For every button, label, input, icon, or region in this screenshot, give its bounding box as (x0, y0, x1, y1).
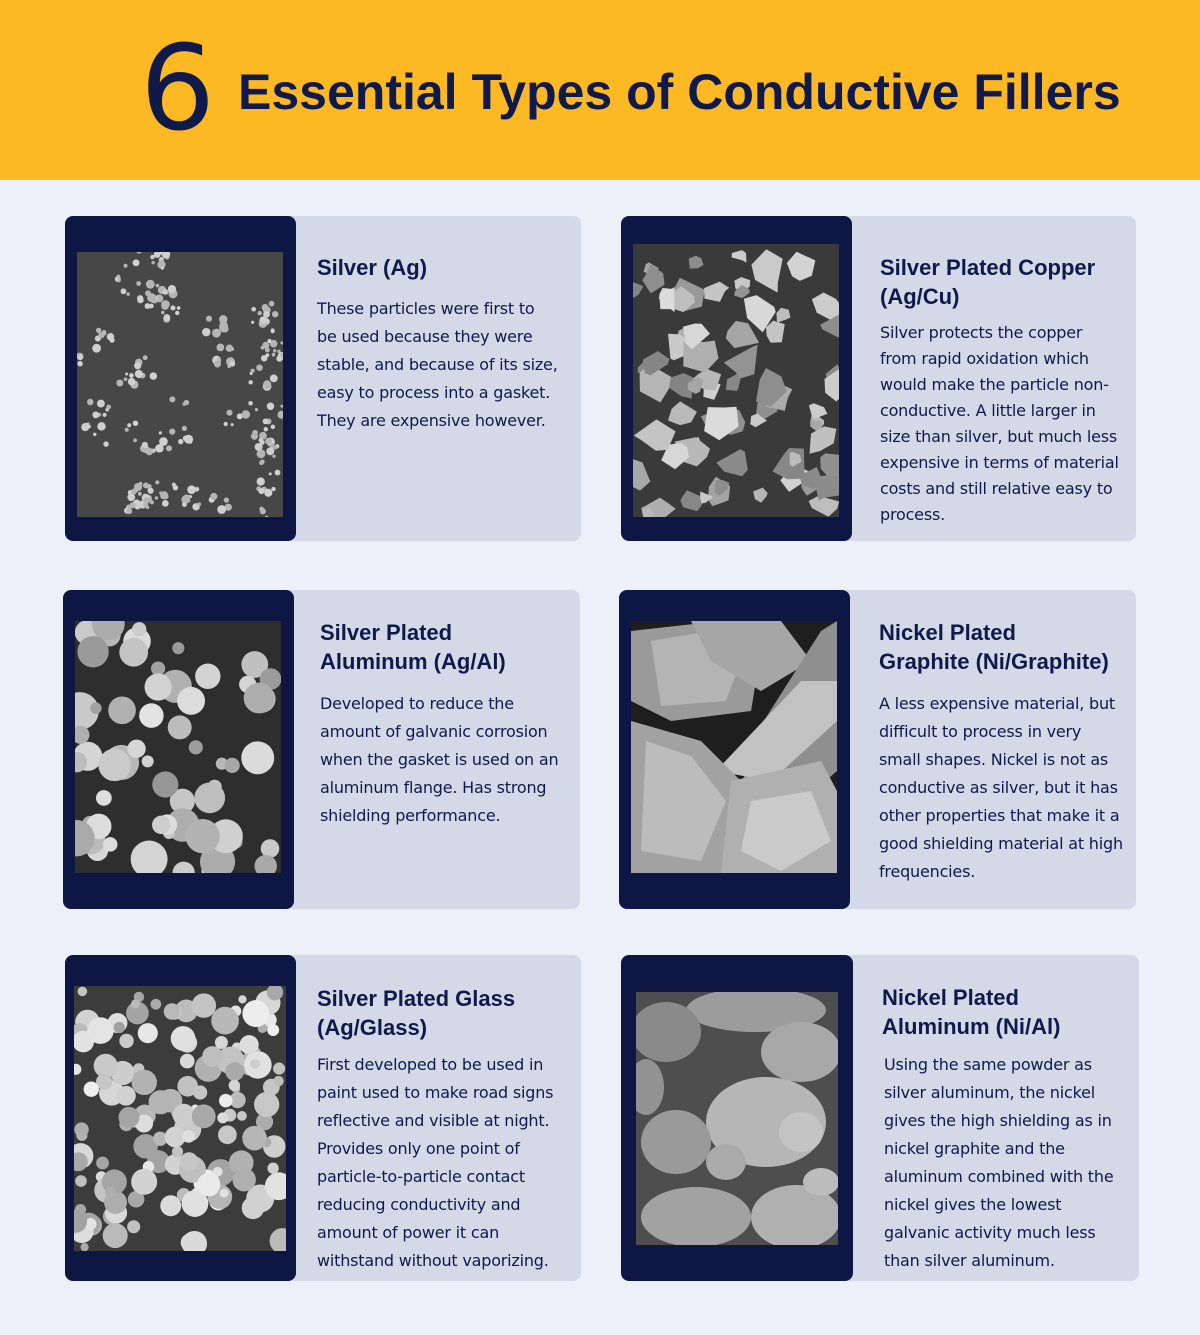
description-line: costs and still relative easy to (880, 479, 1113, 498)
filler-title-line: Aluminum (Ag/Al) (320, 649, 506, 674)
description-line: than silver aluminum. (884, 1251, 1055, 1270)
filler-description (317, 1051, 573, 1275)
filler-title (882, 983, 1132, 1041)
description-line: shielding performance. (320, 806, 501, 825)
sem-nickel-aluminum-clusters-image (636, 992, 838, 1245)
filler-title (880, 253, 1130, 311)
sem-silver-glass-beads-icon (74, 986, 286, 1251)
sem-silver-aluminum-spheres-image (75, 621, 281, 873)
filler-title-line: Nickel Plated (879, 620, 1016, 645)
filler-title-line: Silver Plated (320, 620, 453, 645)
description-line: easy to process into a gasket. (317, 383, 551, 402)
description-line: process. (880, 505, 945, 524)
sem-silver-particles-image (77, 252, 283, 517)
sem-silver-particles-icon (77, 252, 283, 517)
filler-title-line: Silver Plated Glass (317, 986, 516, 1011)
description-line: good shielding material at high (879, 834, 1123, 853)
description-line: Silver protects the copper (880, 323, 1083, 342)
sem-silver-glass-beads-image (74, 986, 286, 1251)
description-line: particle-to-particle contact (317, 1167, 525, 1186)
description-line: from rapid oxidation which (880, 349, 1089, 368)
description-line: amount of power it can (317, 1223, 500, 1242)
description-line: reducing conductivity and (317, 1195, 521, 1214)
description-line: small shapes. Nickel is not as (879, 750, 1109, 769)
description-line: would make the particle non- (880, 375, 1109, 394)
page-title: Essential Types of Conductive Fillers (238, 64, 1121, 120)
filler-description (317, 295, 567, 435)
description-line: be used because they were (317, 327, 533, 346)
sem-nickel-graphite-shards-image (631, 621, 837, 873)
filler-description (884, 1051, 1134, 1275)
filler-title (317, 984, 567, 1042)
description-line: galvanic activity much less (884, 1223, 1096, 1242)
sem-silver-copper-flakes-image (633, 244, 839, 517)
description-line: nickel gives the lowest (884, 1195, 1062, 1214)
description-line: other properties that make it a (879, 806, 1120, 825)
description-line: First developed to be used in (317, 1055, 544, 1074)
header-banner (0, 0, 1200, 180)
description-line: when the gasket is used on an (320, 750, 559, 769)
description-line: Provides only one point of (317, 1139, 520, 1158)
filler-description (879, 690, 1129, 886)
filler-title (320, 618, 570, 676)
filler-title-line: (Ag/Glass) (317, 1015, 428, 1040)
filler-title-line: Graphite (Ni/Graphite) (879, 649, 1109, 674)
filler-description (320, 690, 570, 830)
sem-silver-copper-flakes-icon (633, 244, 839, 517)
filler-title (317, 253, 567, 282)
description-line: silver aluminum, the nickel (884, 1083, 1095, 1102)
description-line: stable, and because of its size, (317, 355, 558, 374)
description-line: Using the same powder as (884, 1055, 1092, 1074)
filler-title (879, 618, 1129, 676)
description-line: frequencies. (879, 862, 976, 881)
description-line: expensive in terms of material (880, 453, 1119, 472)
sem-nickel-graphite-shards-icon (631, 621, 837, 873)
sem-silver-aluminum-spheres-icon (75, 621, 281, 873)
description-line: difficult to process in very (879, 722, 1082, 741)
description-line: reflective and visible at night. (317, 1111, 550, 1130)
description-line: aluminum combined with the (884, 1167, 1114, 1186)
description-line: These particles were first to (317, 299, 535, 318)
description-line: withstand without vaporizing. (317, 1251, 549, 1270)
description-line: paint used to make road signs (317, 1083, 554, 1102)
description-line: nickel graphite and the (884, 1139, 1065, 1158)
description-line: amount of galvanic corrosion (320, 722, 548, 741)
description-line: A less expensive material, but (879, 694, 1115, 713)
filler-description (880, 320, 1130, 528)
filler-title-line: Aluminum (Ni/Al) (882, 1014, 1061, 1039)
description-line: gives the high shielding as in (884, 1111, 1112, 1130)
description-line: Developed to reduce the (320, 694, 514, 713)
filler-title-line: Silver (Ag) (317, 255, 428, 280)
filler-title-line: Silver Plated Copper (880, 255, 1096, 280)
description-line: size than silver, but much less (880, 427, 1118, 446)
filler-title-line: (Ag/Cu) (880, 284, 960, 309)
description-line: conductive as silver, but it has (879, 778, 1118, 797)
description-line: conductive. A little larger in (880, 401, 1096, 420)
header-number: 6 (140, 19, 216, 157)
sem-nickel-aluminum-clusters-icon (636, 992, 838, 1245)
filler-title-line: Nickel Plated (882, 985, 1019, 1010)
description-line: They are expensive however. (317, 411, 546, 430)
description-line: aluminum flange. Has strong (320, 778, 547, 797)
